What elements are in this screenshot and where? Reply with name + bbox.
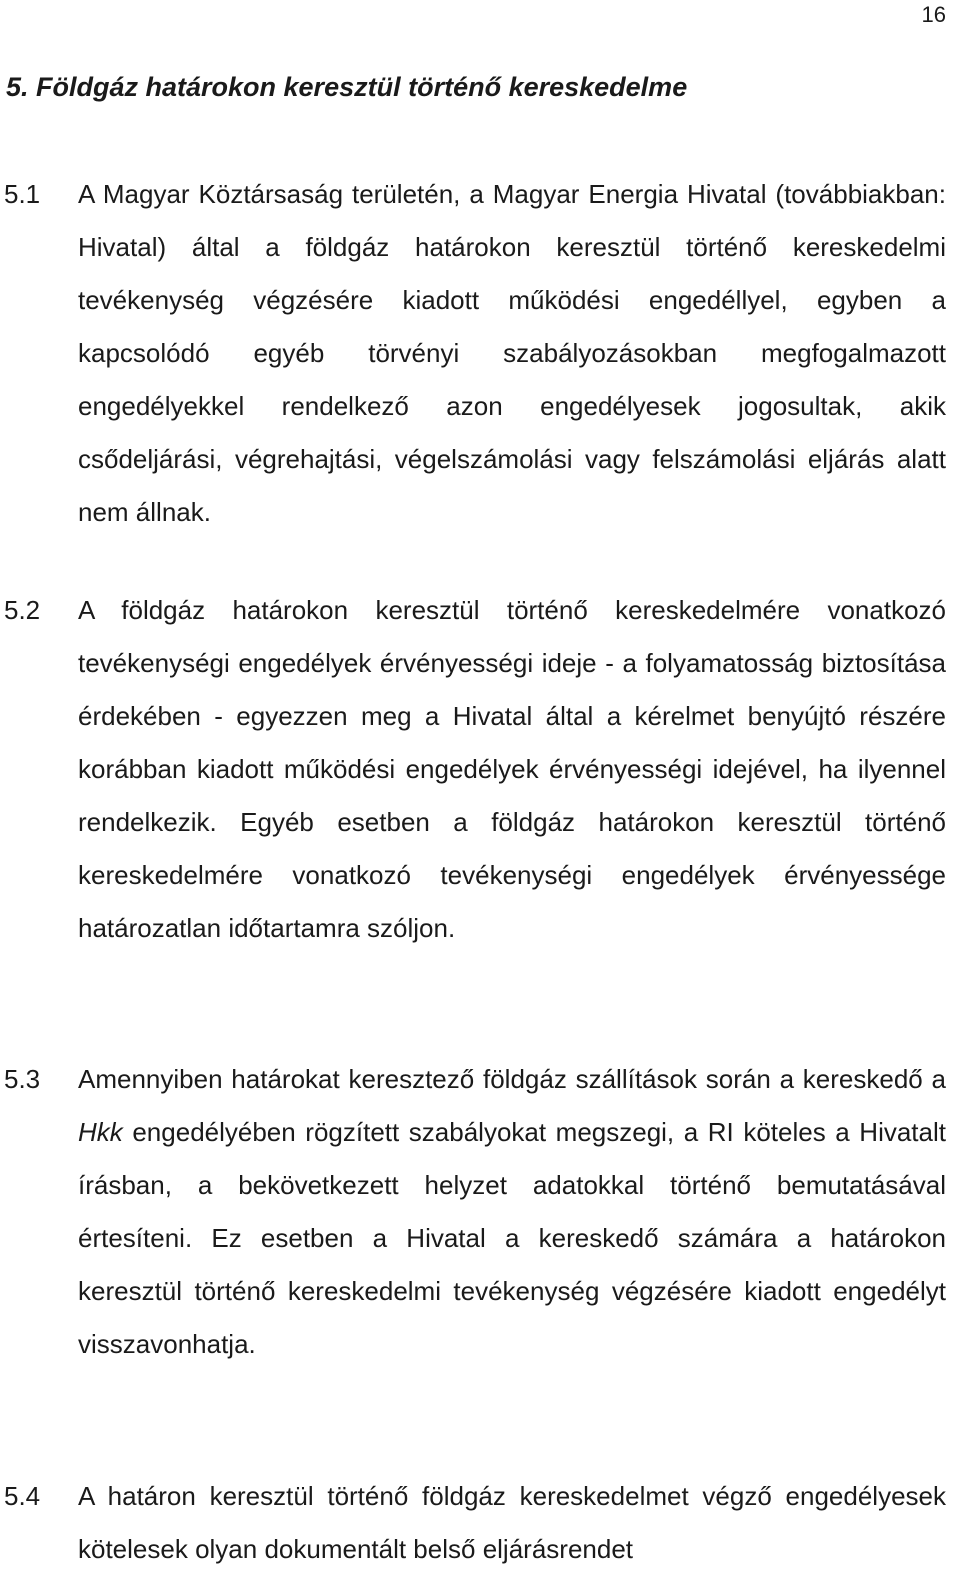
page-number: 16 — [921, 2, 946, 27]
emphasis-term: Hkk — [78, 1117, 123, 1147]
paragraph-text-part: engedélyében rögzített szabályokat megszegi, a RI köteles a Hivatalt írásban, a bekövetkezett helyzet adatokkal történő bemutatásával értesíteni. Ez esetben a Hivatal a kereskedő számára a határokon keresztül történő kereskedelmi tevékenység végzésére kiadott engedélyt visszavonhatja. — [78, 1117, 946, 1359]
paragraph-number: 5.3 — [4, 1064, 41, 1094]
paragraph-5-2 — [0, 584, 946, 955]
section-title: 5. Földgáz határokon keresztül történő kereskedelme — [6, 72, 688, 102]
paragraph-text-part: Amennyiben határokat keresztező földgáz szállítások során a kereskedő a — [78, 1064, 946, 1094]
paragraph-5-4 — [0, 1470, 946, 1576]
paragraph-5-3 — [0, 1053, 946, 1371]
paragraph-5-1 — [0, 168, 946, 539]
paragraph-text: A földgáz határokon keresztül történő kereskedelmére vonatkozó tevékenységi engedélyek érvényességi ideje - a folyamatosság biztosítása érdekében - egyezzen meg a Hivatal által a kérelmet benyújtó részére korábban kiadott működési engedélyek érvényességi idejével, ha ilyennel rendelkezik. Egyéb esetben a földgáz határokon keresztül történő kereskedelmére vonatkozó tevékenységi engedélyek érvényessége határozatlan időtartamra szóljon. — [78, 595, 946, 943]
paragraph-text: A határon keresztül történő földgáz kereskedelmet végző engedélyesek kötelesek olyan dokumentált belső eljárásrendet — [78, 1481, 946, 1564]
paragraph-number: 5.1 — [4, 179, 41, 209]
paragraph-text — [78, 1053, 946, 1371]
paragraph-text: A Magyar Köztársaság területén, a Magyar Energia Hivatal (továbbiakban: Hivatal) által a földgáz határokon keresztül történő kereskedelmi tevékenység végzésére kiadott működési engedéllyel, egyben a kapcsolódó egyéb törvényi szabályozásokban megfogalmazott engedélyekkel rendelkező azon engedélyesek jogosultak, akik csődeljárási, végrehajtási, végelszámolási vagy felszámolási eljárás alatt nem állnak. — [78, 179, 946, 527]
paragraph-number: 5.2 — [4, 595, 41, 625]
paragraph-number: 5.4 — [4, 1481, 41, 1511]
